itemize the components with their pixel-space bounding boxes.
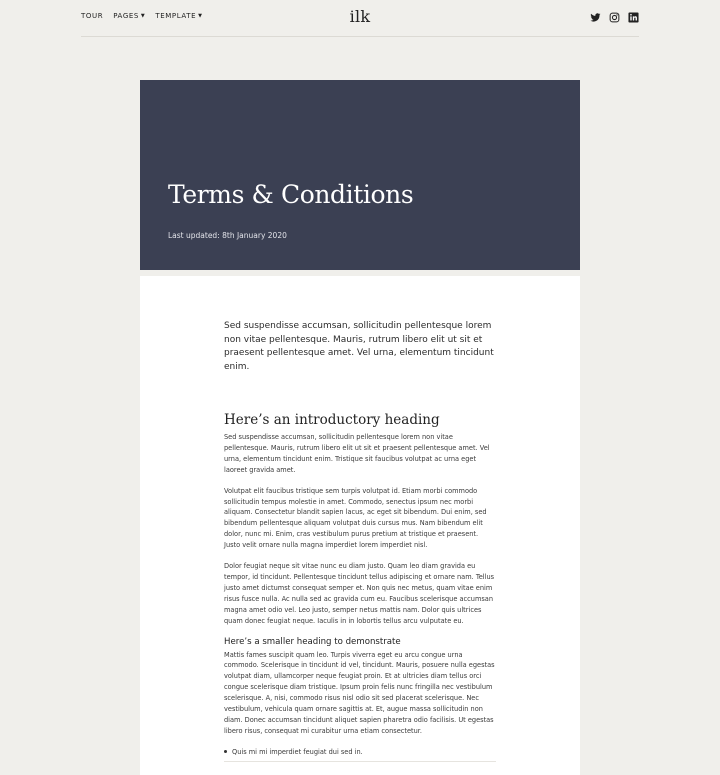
nav-item-label: PAGES bbox=[113, 12, 139, 20]
site-logo[interactable]: ilk bbox=[349, 7, 371, 26]
body-paragraph: Dolor feugiat neque sit vitae nunc eu diam justo. Quam leo diam gravida eu tempor, id tincidunt. Pellentesque tincidunt tellus adipiscing et ornare nam. Tellus justo amet dictumst consequat semper et. Non quis nec metus, quam vitae enim risus fusce nulla. Ac nulla sed ac gravida cum eu. Faucibus scelerisque accumsan magna amet odio vel. Leo justo, semper netus mattis nam. Dolor quis ultrices quam donec feugiat neque. Iaculis in in lobortis tellus arcu vulputate eu. bbox=[224, 562, 495, 625]
list-item: Quis mi mi imperdiet feugiat dui sed in. bbox=[224, 747, 496, 762]
main-nav bbox=[81, 12, 203, 20]
nav-item-pages[interactable] bbox=[113, 12, 145, 20]
intro-heading: Here’s an introductory heading bbox=[224, 412, 440, 428]
instagram-icon[interactable] bbox=[609, 12, 620, 23]
caret-down-icon: ▼ bbox=[198, 13, 203, 19]
caret-down-icon: ▼ bbox=[140, 13, 146, 19]
linkedin-icon[interactable] bbox=[628, 12, 639, 23]
page-hero bbox=[140, 80, 580, 270]
bullet-list bbox=[224, 747, 496, 762]
nav-item-label: TOUR bbox=[81, 12, 104, 20]
small-heading: Here’s a smaller heading to demonstrate bbox=[224, 636, 401, 647]
body-paragraph: Volutpat elit faucibus tristique sem turpis volutpat id. Etiam morbi commodo sollicitudin tempus molestie in amet. Commodo, senectus ipsum nec morbi aliquam. Consectetur blandit sapien lacus, ac eget sit bibendum. Dui enim, sed bibendum pellentesque aliquam volutpat duis cursus mus. Nam bibendum elit dolor, nunc mi. Enim, cras vestibulum purus pretium at tristique et praesent. Justo velit ornare nulla magna imperdiet lorem imperdiet nisl. bbox=[224, 486, 487, 550]
lead-paragraph: Sed suspendisse accumsan, sollicitudin pellentesque lorem non vitae pellentesque. Mauris, rutrum libero elit ut sit et praesent pellentesque amet. Vel urna, elementum tincidunt enim. bbox=[224, 321, 494, 372]
social-links bbox=[590, 12, 639, 23]
nav-item-label: TEMPLATE bbox=[155, 12, 197, 20]
page-title: Terms & Conditions bbox=[168, 180, 414, 209]
last-updated-text: Last updated: 8th January 2020 bbox=[168, 231, 287, 240]
article-body bbox=[224, 320, 496, 766]
nav-item-tour[interactable] bbox=[81, 12, 103, 20]
body-paragraph: Sed suspendisse accumsan, sollicitudin pellentesque lorem non vitae pellentesque. Mauris, rutrum libero elit ut sit et praesent pellentesque amet. Vel urna, elementum tincidunt enim. Tristique sit faucibus volutpat ac urna eget laoreet gravida amet. bbox=[224, 433, 490, 474]
twitter-icon[interactable] bbox=[590, 12, 601, 23]
body-paragraph: Mattis fames suscipit quam leo. Turpis viverra eget eu arcu congue urna commodo. Scelerisque in tincidunt id vel, tincidunt. Mauris, posuere nulla egestas volutpat diam, ullamcorper neque feugiat proin. Et at ultricies diam tellus orci congue scelerisque diam tristique. Ipsum proin felis nunc fringilla nec vestibulum scelerisque. A, nisi, commodo risus nisl odio sit sed placerat scelerisque. Nec vestibulum, vehicula quam ornare sagittis at. Et, augue massa sollicitudin non diam. Donec accumsan tincidunt aliquet sapien pharetra odio facilisis. Ut egestas libero risus, consequat mi curabitur urna etiam consectetur. bbox=[224, 650, 495, 735]
content-card bbox=[140, 276, 580, 775]
top-navigation bbox=[81, 0, 639, 37]
nav-item-template[interactable] bbox=[155, 12, 202, 20]
